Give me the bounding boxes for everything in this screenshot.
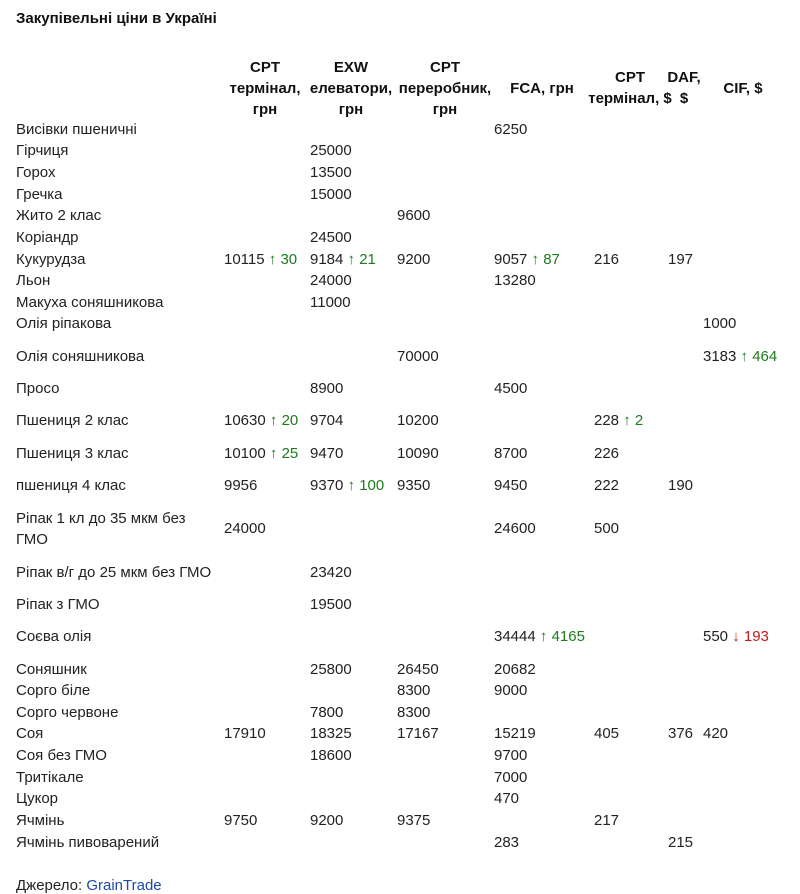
price-cell-content [494, 249, 560, 270]
column-header-3: CPT переробник, грн [398, 58, 492, 118]
price-cell [703, 334, 783, 378]
price-value: 9057 [494, 250, 528, 268]
table-row [0, 701, 800, 723]
price-cell [494, 507, 594, 550]
price-value: 550 [703, 628, 729, 645]
table-row [0, 313, 800, 334]
price-cell-content: 19500 [310, 596, 352, 613]
product-name: Ячмінь [16, 811, 65, 829]
table-row [0, 205, 800, 226]
product-name: Макуха соняшникова [16, 293, 164, 311]
price-cell-content: 190 [668, 477, 694, 494]
price-cell [494, 766, 594, 788]
price-cell-content: 10090 [397, 444, 439, 462]
price-cell-content: 17167 [397, 725, 439, 742]
price-cell-content: 197 [668, 250, 694, 268]
price-cell [594, 442, 668, 464]
price-cell-content: 9375 [397, 811, 431, 829]
column-header-7: CIF, $ [723, 79, 763, 97]
price-cell-content: 9350 [397, 477, 431, 494]
price-cell-content [310, 249, 376, 270]
price-change [348, 477, 385, 494]
table-row [0, 162, 800, 183]
change-amount: 2 [634, 412, 644, 429]
product-name: Жито 2 клас [16, 207, 102, 224]
table-row [0, 183, 800, 205]
table-row [0, 140, 800, 161]
price-cell-content: 23420 [310, 563, 352, 581]
product-name: Пшениця 3 клас [16, 444, 129, 462]
price-cell [494, 270, 594, 291]
price-value: 9184 [310, 250, 344, 268]
arrow-up-icon: ↑ [623, 412, 631, 429]
price-cell [397, 399, 493, 442]
price-cell-content: 9956 [224, 477, 258, 494]
price-cell [310, 140, 396, 161]
table-row [0, 615, 800, 658]
price-cell [494, 442, 594, 464]
price-cell [494, 744, 594, 766]
price-cell-content: 25800 [310, 660, 352, 678]
price-cell [703, 615, 783, 658]
price-value: 10100 [224, 444, 266, 462]
price-cell [494, 723, 594, 744]
price-cell [494, 680, 594, 701]
price-cell-content: 215 [668, 833, 694, 851]
price-cell [310, 701, 396, 723]
arrow-up-icon: ↑ [531, 250, 540, 268]
price-value: 228 [594, 412, 620, 429]
table-row [0, 226, 800, 248]
table-row [0, 464, 800, 507]
table-row [0, 248, 800, 270]
price-cell [594, 507, 668, 550]
product-name: Цукор [16, 790, 59, 807]
price-cell [668, 248, 702, 270]
price-change [270, 412, 298, 429]
price-cell [494, 378, 594, 399]
product-name: Висівки пшеничні [16, 120, 137, 138]
table-row [0, 378, 800, 399]
price-change [741, 348, 778, 365]
price-cell-content: 470 [494, 790, 520, 807]
price-cell [224, 723, 308, 744]
price-cell-content: 8300 [397, 682, 431, 699]
price-cell-content [224, 249, 297, 270]
change-amount: 30 [280, 250, 298, 268]
price-cell [397, 205, 493, 226]
price-cell-content: 9200 [397, 250, 431, 268]
price-cell-content: 24000 [224, 520, 266, 537]
price-cell-content: 15000 [310, 185, 352, 203]
price-change [269, 251, 297, 268]
price-value: 10630 [224, 412, 266, 429]
price-cell-content: 70000 [397, 347, 439, 365]
price-cell [397, 464, 493, 507]
price-cell-content: 24600 [494, 520, 536, 537]
price-cell [310, 723, 396, 744]
price-cell-content: 9470 [310, 444, 344, 462]
price-cell-content: 9450 [494, 477, 528, 494]
change-amount: 87 [543, 250, 560, 268]
price-cell-content: 283 [494, 833, 520, 851]
price-cell [494, 831, 594, 853]
price-value: 9370 [310, 477, 344, 494]
column-header-4: FCA, грн [510, 79, 574, 97]
price-cell-content: 9600 [397, 207, 431, 224]
price-cell [594, 723, 668, 744]
price-cell [310, 378, 396, 399]
table-row [0, 723, 800, 744]
table-row [0, 809, 800, 831]
price-cell-content: 6250 [494, 120, 528, 138]
product-name: Ячмінь пивоварений [16, 833, 160, 851]
table-row [0, 442, 800, 464]
price-cell [310, 183, 396, 205]
price-cell [310, 226, 396, 248]
price-value: 3183 [703, 347, 737, 365]
price-change [532, 251, 560, 268]
price-cell [310, 550, 396, 594]
change-amount: 21 [359, 250, 376, 268]
price-cell-content: 222 [594, 477, 620, 494]
price-cell [397, 680, 493, 701]
price-cell-content [594, 410, 643, 431]
product-name: Просо [16, 380, 60, 397]
arrow-down-icon: ↓ [732, 628, 740, 645]
table-row [0, 399, 800, 442]
product-name: Соя [16, 725, 44, 742]
price-cell-content: 500 [594, 520, 620, 537]
price-cell-content [224, 443, 298, 464]
table-row [0, 788, 800, 809]
price-cell-content: 7800 [310, 703, 344, 721]
price-cell-content: 18600 [310, 746, 352, 764]
price-cell [310, 658, 396, 680]
arrow-up-icon: ↑ [269, 412, 278, 429]
price-cell [494, 615, 594, 658]
price-cell [668, 723, 702, 744]
price-cell [310, 744, 396, 766]
arrow-up-icon: ↑ [740, 347, 749, 365]
product-name: Гірчиця [16, 142, 69, 159]
price-cell-content: 8300 [397, 703, 431, 721]
price-cell-content: 7000 [494, 768, 528, 786]
price-cell [224, 248, 308, 270]
table-row [0, 831, 800, 853]
price-cell-content: 24000 [310, 272, 352, 289]
arrow-up-icon: ↑ [347, 250, 356, 268]
table-row [0, 118, 800, 140]
product-name: Сорго біле [16, 682, 91, 699]
change-amount: 25 [281, 444, 299, 462]
product-name: Льон [16, 272, 51, 289]
table-row [0, 744, 800, 766]
price-cell [310, 809, 396, 831]
price-cell [310, 248, 396, 270]
table-row [0, 658, 800, 680]
price-cell-content: 18325 [310, 725, 352, 742]
source-label: Джерело: [16, 877, 83, 894]
price-cell-content: 9704 [310, 412, 344, 429]
price-cell [397, 809, 493, 831]
price-cell [594, 248, 668, 270]
arrow-up-icon: ↑ [347, 477, 356, 494]
change-amount: 193 [743, 628, 769, 645]
product-name: Кукурудза [16, 250, 86, 268]
price-cell-content: 10200 [397, 412, 439, 429]
price-cell [668, 831, 702, 853]
price-cell [397, 334, 493, 378]
price-cell-content: 24500 [310, 228, 352, 246]
column-header-2: EXW елеватори, грн [309, 58, 393, 118]
product-name: Пшениця 2 клас [16, 412, 129, 429]
price-cell-content: 216 [594, 250, 620, 268]
source-line [16, 877, 162, 894]
column-header-1: CPT термінал, грн [229, 58, 301, 118]
column-header-5: CPT термінал, $ [588, 69, 672, 107]
price-cell [703, 313, 783, 334]
column-header-6: DAF, $ [667, 69, 701, 107]
price-cell-content: 17910 [224, 725, 266, 742]
price-cell-content: 9000 [494, 682, 528, 699]
price-change [623, 412, 643, 429]
table-row [0, 594, 800, 615]
price-cell-content: 217 [594, 811, 620, 829]
price-cell [224, 399, 308, 442]
price-cell-content: 9700 [494, 746, 528, 764]
price-cell [594, 809, 668, 831]
price-cell-content: 13500 [310, 164, 352, 181]
price-cell [310, 270, 396, 291]
price-cell-content [310, 475, 384, 496]
price-cell [494, 248, 594, 270]
price-cell-content: 26450 [397, 660, 439, 678]
table-row [0, 270, 800, 291]
product-name: Горох [16, 164, 56, 181]
product-name: Соняшник [16, 660, 87, 678]
price-cell [494, 118, 594, 140]
price-cell [310, 464, 396, 507]
product-name: Сорго червоне [16, 703, 119, 721]
product-name: Тритікале [16, 768, 84, 786]
price-cell [310, 291, 396, 313]
price-change [270, 445, 298, 462]
price-cell-content [703, 626, 769, 647]
price-change [732, 628, 769, 645]
source-link[interactable]: GrainTrade [86, 877, 162, 894]
change-amount: 4165 [551, 628, 585, 645]
product-name: Ріпак 1 кл до 35 мкм без ГМО [16, 509, 186, 548]
price-cell-content: 8900 [310, 380, 344, 397]
price-cell-content: 15219 [494, 725, 536, 742]
product-name: Соєва олія [16, 628, 92, 645]
price-cell-content: 226 [594, 444, 620, 462]
price-cell-content: 376 [668, 725, 694, 742]
price-cell [594, 399, 668, 442]
price-value: 10115 [224, 250, 265, 268]
price-cell [224, 464, 308, 507]
price-cell [397, 723, 493, 744]
price-cell-content [224, 410, 298, 431]
product-name: Гречка [16, 185, 63, 203]
price-cell [494, 658, 594, 680]
price-cell-content: 9750 [224, 811, 258, 829]
price-cell [224, 442, 308, 464]
product-name: Коріандр [16, 228, 79, 246]
product-name: Ріпак в/г до 25 мкм без ГМО [16, 563, 212, 581]
price-cell [310, 399, 396, 442]
arrow-up-icon: ↑ [268, 250, 277, 268]
price-cell [494, 788, 594, 809]
price-cell-content: 25000 [310, 142, 352, 159]
price-cell-content: 11000 [310, 293, 351, 311]
price-cell [397, 658, 493, 680]
table-row [0, 680, 800, 701]
table-row [0, 334, 800, 378]
price-cell-content: 420 [703, 725, 729, 742]
price-cell-content: 8700 [494, 444, 528, 462]
price-cell-content: 20682 [494, 660, 536, 678]
change-amount: 464 [752, 347, 778, 365]
table-row [0, 766, 800, 788]
product-name: пшениця 4 клас [16, 477, 126, 494]
price-cell-content: 4500 [494, 380, 528, 397]
price-cell [594, 464, 668, 507]
price-cell [397, 442, 493, 464]
price-cell-content: 1000 [703, 315, 737, 332]
change-amount: 100 [359, 477, 385, 494]
price-cell [703, 723, 783, 744]
price-cell [494, 464, 594, 507]
product-name: Олія ріпакова [16, 315, 112, 332]
price-cell-content [494, 626, 585, 647]
price-cell [668, 464, 702, 507]
price-cell [310, 162, 396, 183]
page-title: Закупівельні ціни в Україні [16, 10, 217, 27]
price-cell-content [703, 346, 777, 367]
price-change [348, 251, 376, 268]
price-change [540, 628, 585, 645]
table-row [0, 550, 800, 594]
price-cell-content: 9200 [310, 811, 344, 829]
price-cell [310, 442, 396, 464]
table-row [0, 507, 800, 550]
price-cell [224, 507, 308, 550]
price-cell [224, 809, 308, 831]
price-cell-content: 405 [594, 725, 620, 742]
price-cell [397, 248, 493, 270]
product-name: Соя без ГМО [16, 746, 107, 764]
price-cell [310, 594, 396, 615]
price-value: 34444 [494, 628, 536, 645]
table-row [0, 291, 800, 313]
product-name: Ріпак з ГМО [16, 596, 100, 613]
product-name: Олія соняшникова [16, 347, 145, 365]
change-amount: 20 [281, 412, 299, 429]
price-cell-content: 13280 [494, 272, 536, 289]
arrow-up-icon: ↑ [269, 444, 278, 462]
price-cell [397, 701, 493, 723]
arrow-up-icon: ↑ [539, 628, 548, 645]
